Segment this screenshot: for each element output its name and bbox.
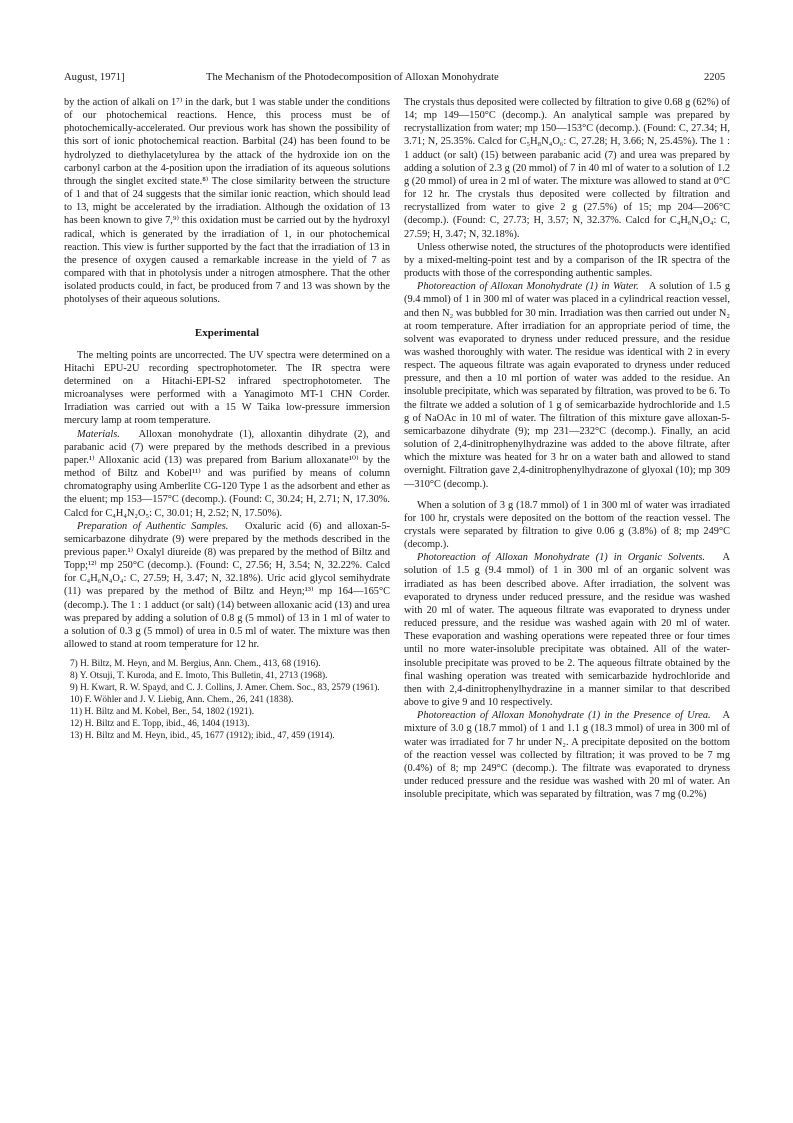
authentic-samples-paragraph xyxy=(64,520,390,652)
materials-paragraph xyxy=(64,428,390,520)
reference-7: 7) H. Biltz, M. Heyn, and M. Bergius, Ann. Chem., 413, 68 (1916). xyxy=(70,659,321,670)
authentic-samples-title: Preparation of Authentic Samples. xyxy=(77,520,229,532)
reference-11: 11) H. Biltz and M. Kobel, Ber., 54, 1802 (1921). xyxy=(70,707,255,718)
running-header-title: The Mechanism of the Photodecomposition of Alloxan Monohydrate xyxy=(206,72,499,83)
right-column xyxy=(404,96,730,801)
photoreaction-urea-text: A mixture of 3.0 g (18.7 mmol) of 1 and 1.1 g (18.3 mmol) of urea in 300 ml of water was irradiated for 7 hr under N₂. A precipitate deposited on the bottom of the reaction vessel was collected by filtration; it was proved to be 7 mg (0.4%) of 8; mp 249°C (decomp.). The filtrate was evaporated to dryness under reduced pressure and the residue was washed with 20 ml of water. An insoluble precipitate, which was separated by filtration, was 7 mg (0.2%) xyxy=(404,710,730,801)
photoreaction-water-text: A solution of 1.5 g (9.4 mmol) of 1 in 300 ml of water was placed in a cylindrical reaction vessel, and then N₂ was bubbled for 30 min. Irradiation was then carried out under N₂ at room temperature. After irradiation for an appropriate period of time, the solvent was evaporated to dryness under reduced pressure, and the residue was washed thoroughly with water. The residue was identical with 2 in every respect. The aqueous filtrate was again evaporated to dryness under reduced pressure, and then a 10 ml portion of water was added to the residue. An insoluble precipitate, which was separated by filtration, was proved to be 6. To the filtrate we added a solution of 1 g of semicarbazide hydrochloride and 1.5 g of NaOAc in 10 ml of water. The filtration of this mixture gave alloxan-5-semicarbazone dihydrate (9); mp 231—232°C (decomp.). Finally, an acid solution of 2,4-dinitrophenylhydrazine was added to the above filtrate, after which the mixture was heated for 3 hr on a water bath and allowed to stand overnight. Filtration gave 2,4-dinitrophenylhydrazone of glyoxal (10); mp 309—310°C (decomp.). xyxy=(404,281,731,490)
reference-8: 8) Y. Otsuji, T. Kuroda, and E. Imoto, This Bulletin, 41, 2713 (1968). xyxy=(70,671,328,682)
photoreaction-urea-title: Photoreaction of Alloxan Monohydrate (1) in the Presence of Urea. xyxy=(417,710,711,722)
discussion-paragraph: by the action of alkali on 1⁷⁾ in the dark, but 1 was stable under the conditions of our photochemical reactions. Hence, this process must be of photochemically-accelerated. Our previous work has shown the possibility of this sort of ionic photochemical reaction. Barbital (24) has been found to be hydrolyzed to diethylacetylurea by the attack of the hydroxide ion on the carbonyl carbon at the 4-position upon the irradiation of its aqueous solutions through the singlet excited state.⁸⁾ The close similarity between the structure of 1 and that of 24 suggests that the similar ionic reaction, which should lead to 13, might be accelerated by the irradiation. Although the oxidation of 13 has been known to give 7,⁹⁾ this oxidation must be carried out by the hydroxyl radical, which is generated by the irradiation of 1, in our photochemical reaction. This view is further supported by the fact that the irradiation of 13 in the presence of oxygen caused a remarkable increase in the yield of 7 as compared with that in photolysis under a nitrogen atmosphere. That the other isolated products could, in fact, be produced from 7 and 13 was shown by the photolyses of their aqueous solutions. xyxy=(64,97,390,306)
page-number: 2205 xyxy=(704,72,726,83)
general-methods-paragraph: The melting points are uncorrected. The UV spectra were determined on a Hitachi EPU-2U recording spectrophotometer. The IR spectra were determined on a Hitachi-EPI-S2 infrared spectrophotometer. The microanalyses were performed with a Yanagimoto MT-1 CHN Corder. Irradiation was carried out with a 15 W Taika low-pressure immersion mercury lamp at room temperature. xyxy=(64,349,390,427)
reference-13: 13) H. Biltz and M. Heyn, ibid., 45, 1677 (1912); ibid., 47, 459 (1914). xyxy=(70,731,335,742)
photoreaction-urea-paragraph xyxy=(404,709,730,801)
materials-text: Alloxan monohydrate (1), alloxantin dihydrate (2), and parabanic acid (7) were prepared by the methods described in a previous paper.¹⁾ Alloxanic acid (13) was prepared from Barium alloxanate¹⁰⁾ by the method of Biltz and Kobel¹¹⁾ and was purified by means of column chromatography using Amberlite CG-120 Type 1 as the adsorbent and ether as the eluent; mp 153—157°C (decomp.). (Found: C, 30.24; H, 2.71; N, 17.30%. Calcd for C₄H₄N₂O₅: C, 30.01; H, 2.52; N, 17.50%). xyxy=(64,428,390,519)
photoreaction-organic-paragraph xyxy=(404,551,730,709)
photoreaction-water-paragraph xyxy=(404,280,730,491)
authentic-samples-text: Oxaluric acid (6) and alloxan-5-semicarbazone dihydrate (9) were prepared by the methods described in the previous paper.¹⁾ Oxalyl diureide (8) was prepared by the method of Biltz and Topp;¹²⁾ mp 250°C (decomp.). (Found: C, 27.56; H, 3.54; N, 32.22%. Calcd for C₄H₆N₄O₄: C, 27.59; H, 3.47; N, 32.18%). Uric acid glycol semihydrate (11) was prepared by the method of Biltz and Heyn;¹³⁾ mp 164—165°C (decomp.). The 1 : 1 adduct (or salt) (14) between alloxanic acid (13) and urea was prepared by adding a solution of 0.8 g (5 mmol) of 13 in 1 ml of water to a solution of 0.3 g (5 mmol) of urea in 0.5 ml of water. The mixture was then allowed to stand at room temperature for 12 hr. xyxy=(64,520,391,651)
photoreaction-organic-text: A solution of 1.5 g (9.4 mmol) of 1 in 300 ml of an organic solvent was irradiated as has been described above. After irradiation, the solvent was evaporated to dryness under reduced pressure, and the residue was washed with 20 ml of water. The aqueous filtrate was evaporated to dryness under reduced pressure, and the residue was washed again with 20 ml of water. These evaporation and washing operations were repeated three or four times until no more water-insoluble precipitate was obtained. All of the water-insoluble precipitate was proved to be 2. The aqueous filtrate obtained by the final washing operation was treated with semicarbazide hydrochloride and then with 2,4-dinitrophenylhydrazine in a manner similar to that described above to give 9 and 10 respectively. xyxy=(404,552,730,709)
adduct-preparation-paragraph: The crystals thus deposited were collected by filtration to give 0.68 g (62%) of 14; mp 149—150°C (decomp.). An analytical sample was prepared by recrystallization from water; mp 150—153°C (decomp.). (Found: C, 27.34; H, 3.71; N, 25.35%. Calcd for C₅H₈N₄O₆: C, 27.28; H, 3.66; N, 25.45%). The 1 : 1 adduct (or salt) (15) between parabanic acid (7) and urea was prepared by adding a solution of 2.3 g (20 mmol) of 7 in 40 ml of water to a solution of 1.2 g (20 mmol) of urea in 2 ml of water. The mixture was allowed to stand at 0°C for 12 hr. The crystals thus deposited were collected by filtration and recrystallized from water to give 2 g (27.5%) of 15; mp 204—206°C (decomp.). (Found: C, 27.73; H, 3.57; N, 32.37%. Calcd for C₄H₆N₄O₄: C, 27.59; H, 3.47; N, 32.18%). xyxy=(404,97,730,240)
reference-12: 12) H. Biltz and E. Topp, ibid., 46, 1404 (1913). xyxy=(70,719,250,730)
reference-10: 10) F. Wöhler and J. V. Liebig, Ann. Chem., 26, 241 (1838). xyxy=(70,695,294,706)
reference-9: 9) H. Kwart, R. W. Spayd, and C. J. Collins, J. Amer. Chem. Soc., 83, 2579 (1961). xyxy=(70,683,380,694)
left-column xyxy=(64,96,390,742)
long-irradiation-paragraph: When a solution of 3 g (18.7 mmol) of 1 in 300 ml of water was irradiated for 100 hr, crystals were deposited on the bottom of the reaction vessel. The crystals were separated by filtration to give 0.06 g (3.8%) of 8; mp 249°C (decomp.). xyxy=(404,499,730,551)
photoreaction-water-title: Photoreaction of Alloxan Monohydrate (1) in Water. xyxy=(417,281,639,293)
section-heading-experimental: Experimental xyxy=(194,326,260,339)
running-header-date: August, 1971] xyxy=(64,72,125,83)
materials-title: Materials. xyxy=(77,428,120,440)
photoreaction-organic-title: Photoreaction of Alloxan Monohydrate (1) in Organic Solvents. xyxy=(417,552,705,564)
identification-note-paragraph: Unless otherwise noted, the structures of the photoproducts were identified by a mixed-melting-point test and by a comparison of the IR spectra of the products with those of the corresponding authentic samples. xyxy=(404,241,730,280)
footnote-references xyxy=(64,658,390,742)
